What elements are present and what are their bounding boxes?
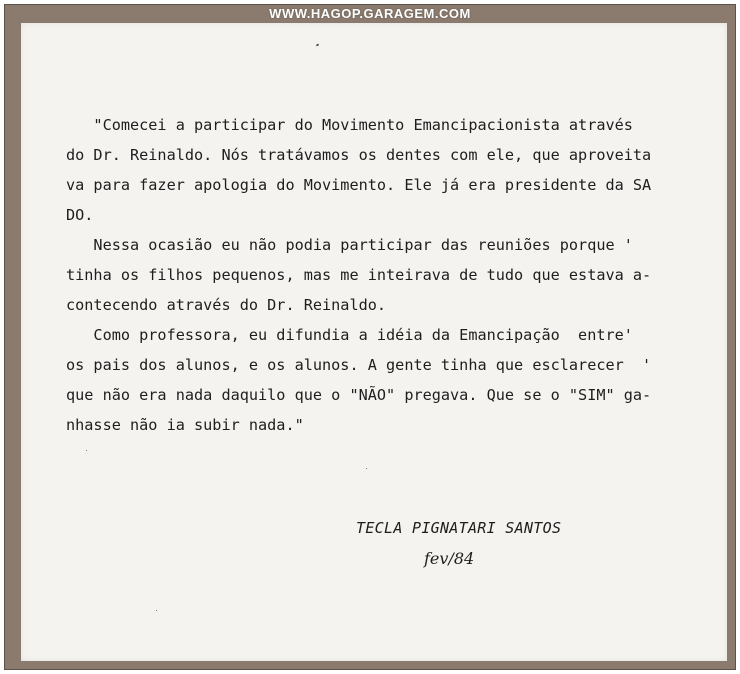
- body-line: tinha os filhos pequenos, mas me inteirava de tudo que estava a-: [66, 266, 652, 284]
- body-line: va para fazer apologia do Movimento. Ele já era presidente da SA: [66, 176, 652, 194]
- body-line: Nessa ocasião eu não podia participar das reuniões porque ': [66, 236, 633, 254]
- signature-date: fev/84: [424, 549, 475, 568]
- paper-speck: [366, 468, 367, 469]
- paper-speck: [86, 450, 87, 451]
- body-line: contecendo através do Dr. Reinaldo.: [66, 296, 387, 314]
- signature-name: TECLA PIGNATARI SANTOS: [356, 519, 562, 537]
- body-line: que não era nada daquilo que o "NÃO" pregava. Que se o "SIM" ga-: [66, 386, 652, 404]
- body-line: os pais dos alunos, e os alunos. A gente tinha que esclarecer ': [66, 356, 652, 374]
- watermark-text: WWW.HAGOP.GARAGEM.COM: [269, 6, 471, 21]
- body-line: do Dr. Reinaldo. Nós tratávamos os dentes com ele, que aproveita: [66, 146, 652, 164]
- letter-body: [66, 110, 676, 440]
- body-line: Como professora, eu difundia a idéia da Emancipação entre': [66, 326, 633, 344]
- body-line: nhasse não ia subir nada.": [66, 416, 304, 434]
- body-line: DO.: [66, 206, 94, 224]
- paper-speck: [156, 610, 157, 611]
- body-line: "Comecei a participar do Movimento Emancipacionista através: [66, 116, 633, 134]
